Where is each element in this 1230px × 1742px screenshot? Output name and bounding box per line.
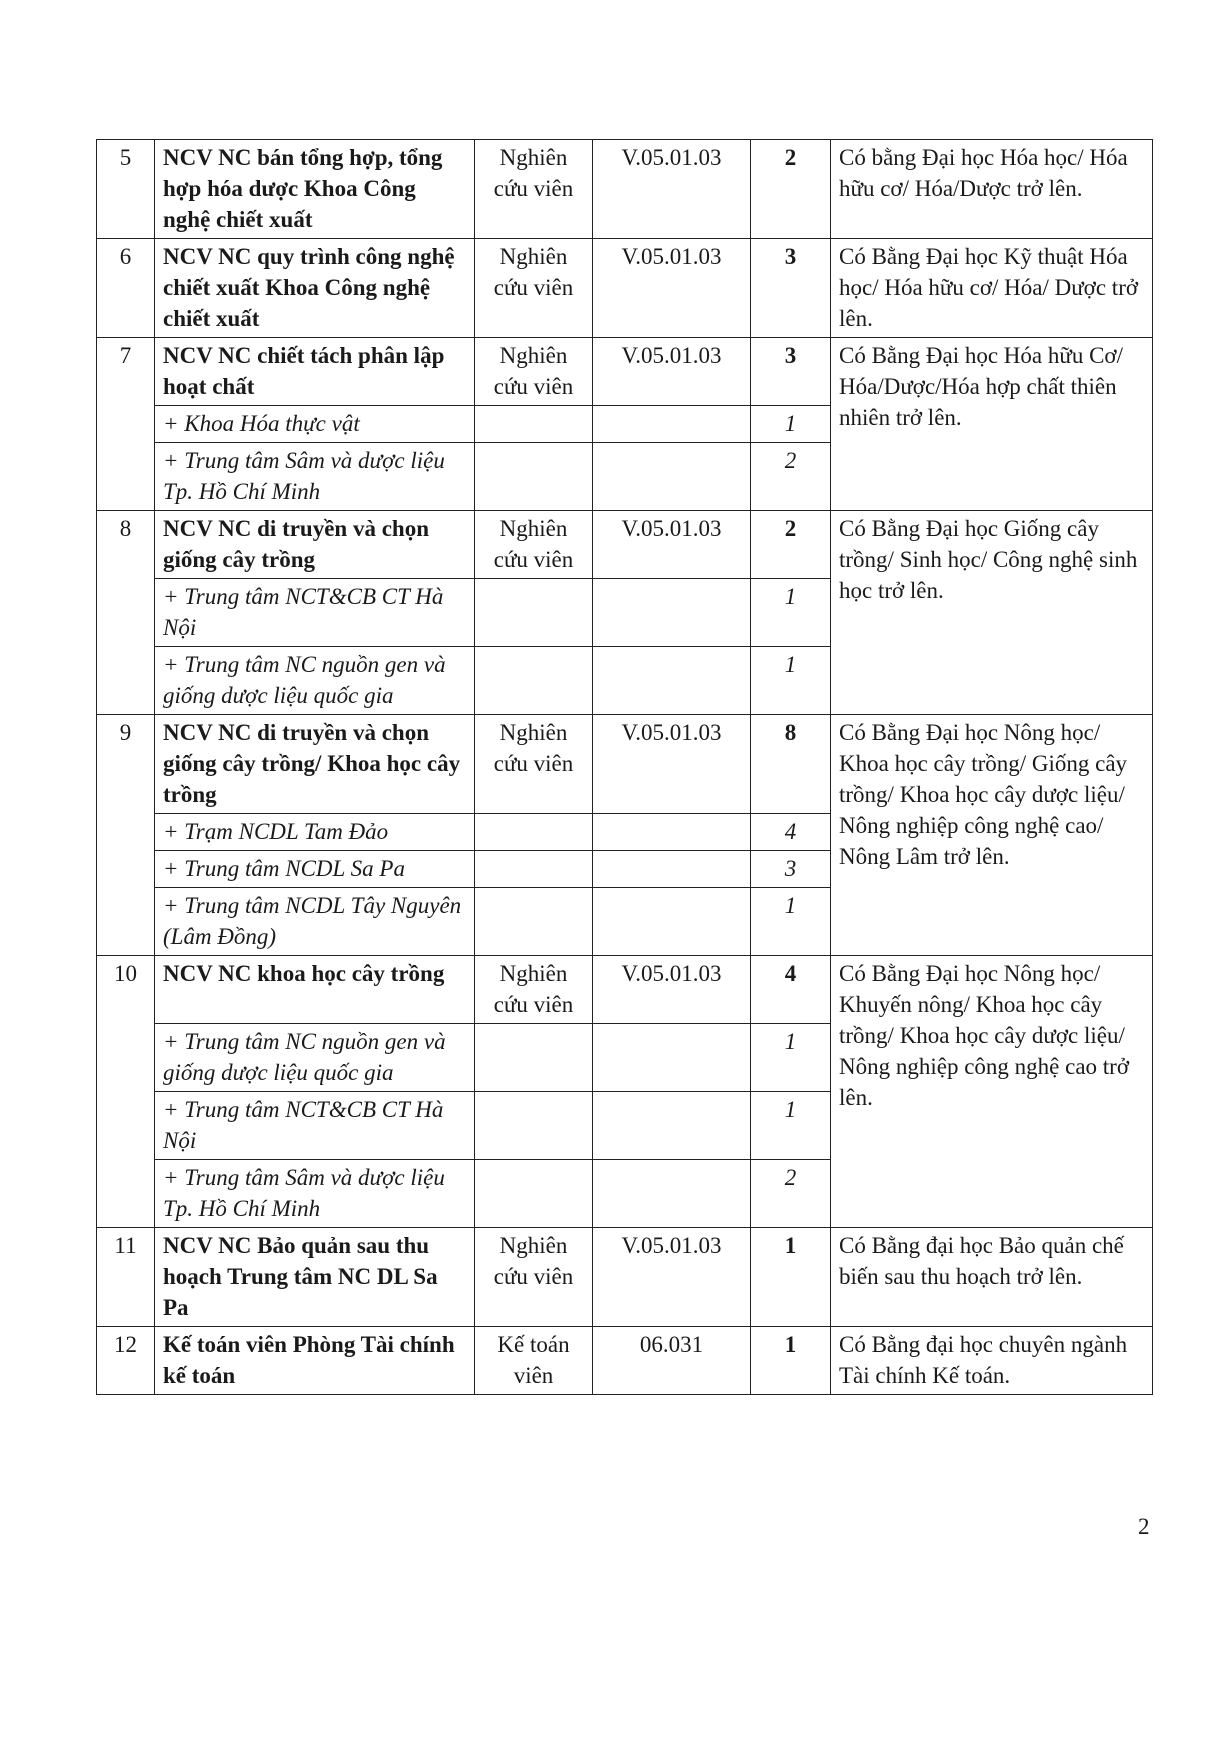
position-quantity: 1 [751, 1228, 831, 1327]
position-title: NCV NC quy trình công nghệ chiết xuất Khoa Công nghệ chiết xuất [155, 239, 475, 338]
row-number: 8 [97, 511, 155, 715]
empty-cell [475, 814, 593, 851]
position-quantity: 8 [751, 715, 831, 814]
job-code: V.05.01.03 [593, 715, 751, 814]
position-title: NCV NC khoa học cây trồng [155, 956, 475, 1024]
empty-cell [475, 1092, 593, 1160]
empty-cell [593, 1160, 751, 1228]
job-code: V.05.01.03 [593, 338, 751, 406]
unit-name: + Trung tâm NCT&CB CT Hà Nội [155, 579, 475, 647]
unit-quantity: 3 [751, 851, 831, 888]
row-number: 5 [97, 140, 155, 239]
position-requirement: Có Bằng đại học chuyên ngành Tài chính Kế toán. [831, 1327, 1153, 1395]
unit-name: + Khoa Hóa thực vật [155, 406, 475, 443]
row-number: 12 [97, 1327, 155, 1395]
empty-cell [475, 1024, 593, 1092]
position-quantity: 2 [751, 511, 831, 579]
unit-quantity: 1 [751, 888, 831, 956]
job-code: 06.031 [593, 1327, 751, 1395]
position-title: Kế toán viên Phòng Tài chính kế toán [155, 1327, 475, 1395]
position-title: NCV NC Bảo quản sau thu hoạch Trung tâm NC DL Sa Pa [155, 1228, 475, 1327]
table-row [97, 715, 1153, 814]
position-quantity: 3 [751, 239, 831, 338]
job-rank: Nghiên cứu viên [475, 1228, 593, 1327]
unit-name: + Trung tâm Sâm và dược liệu Tp. Hồ Chí Minh [155, 443, 475, 511]
unit-name: + Trung tâm NCDL Sa Pa [155, 851, 475, 888]
empty-cell [593, 1092, 751, 1160]
job-rank: Nghiên cứu viên [475, 956, 593, 1024]
position-quantity: 1 [751, 1327, 831, 1395]
unit-quantity: 1 [751, 579, 831, 647]
unit-quantity: 1 [751, 1092, 831, 1160]
empty-cell [475, 579, 593, 647]
position-requirement: Có Bằng Đại học Giống cây trồng/ Sinh học/ Công nghệ sinh học trở lên. [831, 511, 1153, 715]
unit-quantity: 1 [751, 406, 831, 443]
job-rank: Nghiên cứu viên [475, 239, 593, 338]
table-body [97, 140, 1153, 1395]
page-number: 2 [1138, 1514, 1150, 1539]
position-requirement: Có Bằng Đại học Nông học/ Khoa học cây trồng/ Giống cây trồng/ Khoa học cây dược liệu/ Nông nghiệp công nghệ cao/ Nông Lâm trở lên. [831, 715, 1153, 956]
job-code: V.05.01.03 [593, 1228, 751, 1327]
position-requirement: Có Bằng Đại học Nông học/ Khuyến nông/ Khoa học cây trồng/ Khoa học cây dược liệu/ Nông nghiệp công nghệ cao trở lên. [831, 956, 1153, 1228]
empty-cell [475, 443, 593, 511]
unit-name: + Trung tâm Sâm và dược liệu Tp. Hồ Chí Minh [155, 1160, 475, 1228]
job-rank: Nghiên cứu viên [475, 715, 593, 814]
empty-cell [593, 1024, 751, 1092]
job-code: V.05.01.03 [593, 956, 751, 1024]
unit-name: + Trung tâm NC nguồn gen và giống dược liệu quốc gia [155, 647, 475, 715]
empty-cell [593, 406, 751, 443]
row-number: 7 [97, 338, 155, 511]
unit-quantity: 1 [751, 1024, 831, 1092]
position-requirement: Có Bằng Đại học Hóa hữu Cơ/ Hóa/Dược/Hóa hợp chất thiên nhiên trở lên. [831, 338, 1153, 511]
position-title: NCV NC di truyền và chọn giống cây trồng [155, 511, 475, 579]
empty-cell [593, 814, 751, 851]
position-quantity: 3 [751, 338, 831, 406]
unit-name: + Trạm NCDL Tam Đảo [155, 814, 475, 851]
job-code: V.05.01.03 [593, 140, 751, 239]
unit-quantity: 1 [751, 647, 831, 715]
empty-cell [593, 647, 751, 715]
job-rank: Kế toán viên [475, 1327, 593, 1395]
job-rank: Nghiên cứu viên [475, 511, 593, 579]
table-row [97, 1327, 1153, 1395]
table-row [97, 239, 1153, 338]
row-number: 6 [97, 239, 155, 338]
unit-quantity: 2 [751, 443, 831, 511]
position-title: NCV NC di truyền và chọn giống cây trồng/ Khoa học cây trồng [155, 715, 475, 814]
table-row [97, 1228, 1153, 1327]
job-code: V.05.01.03 [593, 511, 751, 579]
empty-cell [593, 579, 751, 647]
unit-name: + Trung tâm NC nguồn gen và giống dược liệu quốc gia [155, 1024, 475, 1092]
position-title: NCV NC chiết tách phân lập hoạt chất [155, 338, 475, 406]
empty-cell [475, 406, 593, 443]
job-code: V.05.01.03 [593, 239, 751, 338]
empty-cell [593, 888, 751, 956]
table-row [97, 338, 1153, 406]
table-row [97, 956, 1153, 1024]
empty-cell [593, 851, 751, 888]
position-title: NCV NC bán tổng hợp, tổng hợp hóa dược Khoa Công nghệ chiết xuất [155, 140, 475, 239]
position-quantity: 2 [751, 140, 831, 239]
job-rank: Nghiên cứu viên [475, 140, 593, 239]
unit-name: + Trung tâm NCT&CB CT Hà Nội [155, 1092, 475, 1160]
empty-cell [593, 443, 751, 511]
empty-cell [475, 851, 593, 888]
unit-name: + Trung tâm NCDL Tây Nguyên (Lâm Đồng) [155, 888, 475, 956]
recruitment-table [96, 139, 1153, 1395]
table-row [97, 511, 1153, 579]
row-number: 10 [97, 956, 155, 1228]
empty-cell [475, 647, 593, 715]
table-row [97, 140, 1153, 239]
position-requirement: Có Bằng đại học Bảo quản chế biến sau thu hoạch trở lên. [831, 1228, 1153, 1327]
position-requirement: Có bằng Đại học Hóa học/ Hóa hữu cơ/ Hóa/Dược trở lên. [831, 140, 1153, 239]
empty-cell [475, 1160, 593, 1228]
empty-cell [475, 888, 593, 956]
unit-quantity: 4 [751, 814, 831, 851]
unit-quantity: 2 [751, 1160, 831, 1228]
position-requirement: Có Bằng Đại học Kỹ thuật Hóa học/ Hóa hữu cơ/ Hóa/ Dược trở lên. [831, 239, 1153, 338]
job-rank: Nghiên cứu viên [475, 338, 593, 406]
row-number: 9 [97, 715, 155, 956]
position-quantity: 4 [751, 956, 831, 1024]
row-number: 11 [97, 1228, 155, 1327]
